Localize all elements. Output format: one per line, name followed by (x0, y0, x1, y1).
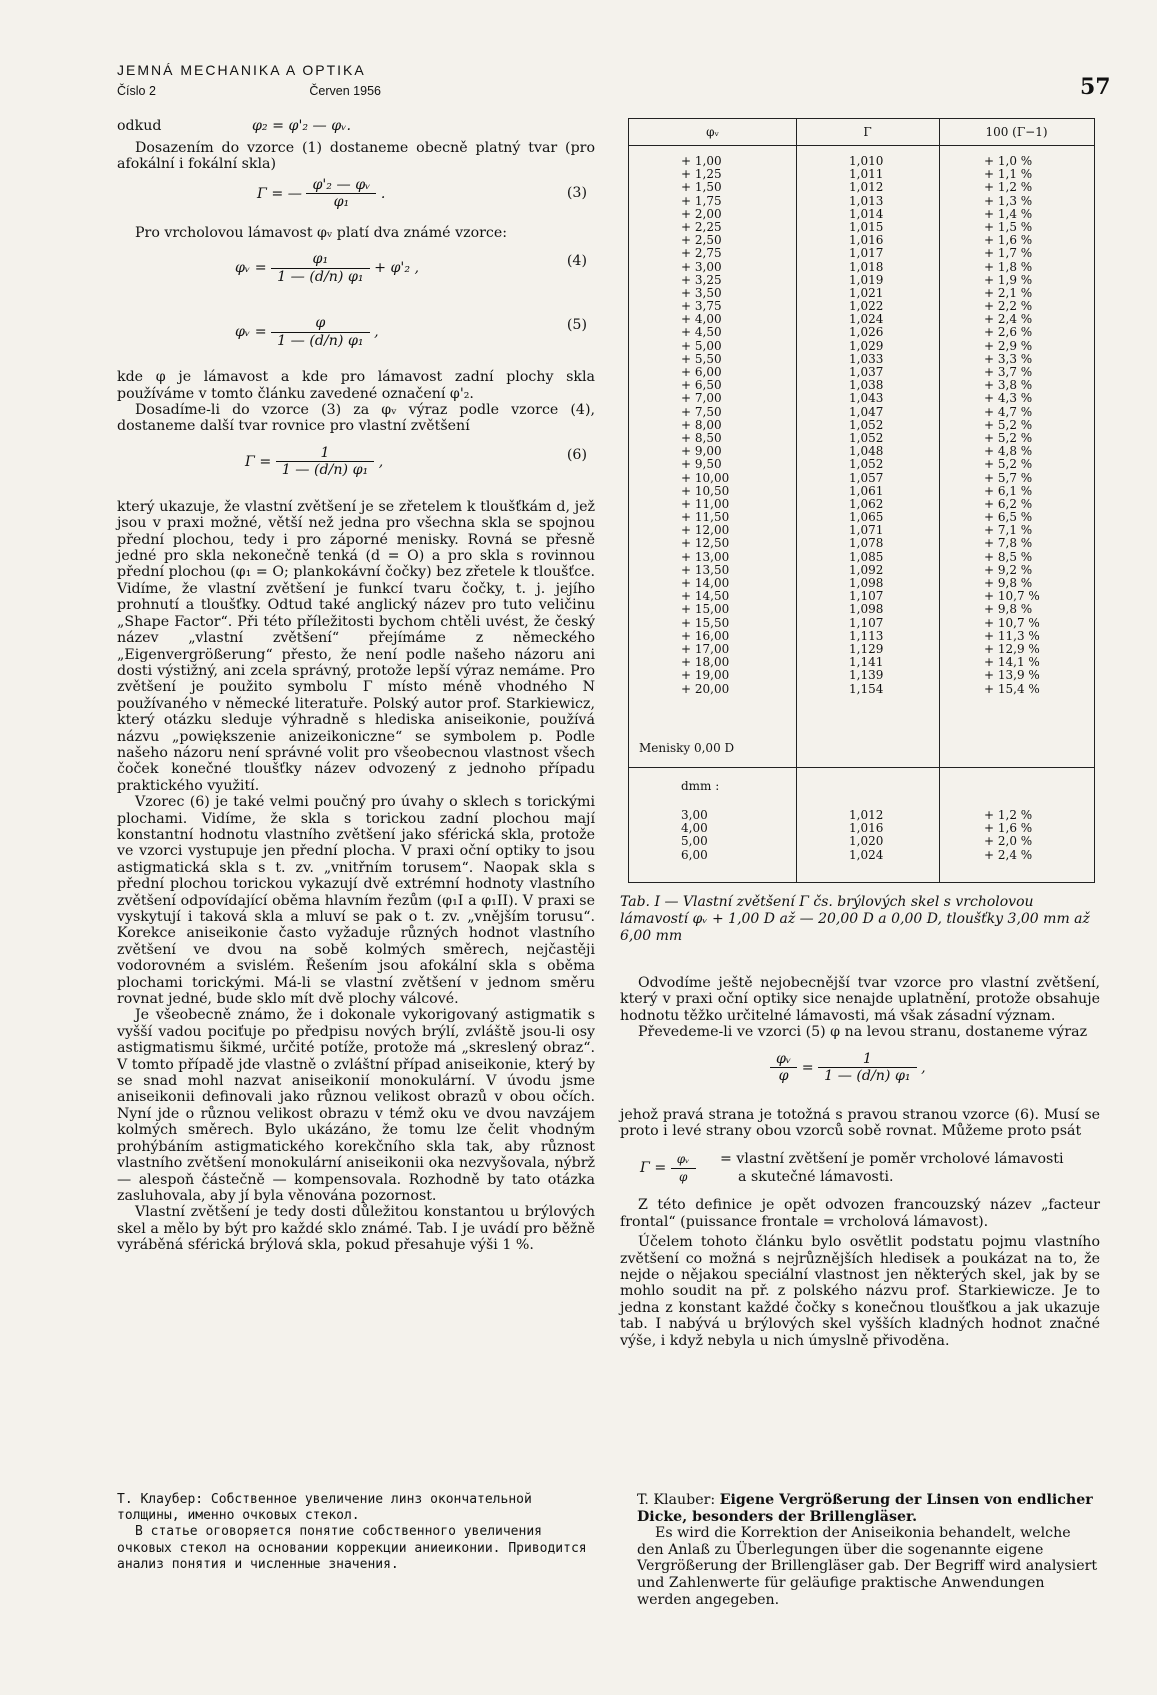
gamma-cell: 1,012 (849, 808, 884, 822)
eq3-numerator: φ'₂ — φᵥ (306, 177, 376, 194)
percent-cell: + 1,9 % (984, 272, 1033, 287)
percent-cell: + 13,9 % (984, 668, 1040, 683)
phi-cell: + 12,50 (681, 536, 730, 551)
percent-cell: + 2,4 % (984, 847, 1033, 862)
def-num: φᵥ (671, 1151, 696, 1168)
definition-line (620, 1147, 1100, 1191)
phi-cell: + 1,25 (681, 167, 722, 182)
eq4-rhs: + φ'₂ , (374, 260, 420, 277)
def-lhs: Γ = (640, 1160, 667, 1177)
table-row (629, 195, 1094, 208)
percent-cell: + 1,0 % (984, 154, 1033, 168)
gamma-cell: 1,092 (849, 562, 884, 577)
table-row (629, 247, 1094, 260)
def-fraction (671, 1151, 696, 1185)
eq5-rhs: , (374, 324, 379, 341)
phi-cell: + 2,75 (681, 246, 722, 261)
definition-formula (640, 1151, 696, 1185)
percent-cell: + 7,1 % (984, 523, 1033, 538)
percent-cell: + 3,7 % (984, 365, 1033, 379)
percent-cell: + 1,7 % (984, 246, 1033, 261)
percent-cell: + 3,8 % (984, 378, 1033, 393)
phi-cell: + 12,00 (681, 523, 730, 538)
gamma-cell: 1,024 (849, 312, 884, 327)
phi-cell: + 6,00 (681, 365, 722, 379)
phi-cell: + 16,00 (681, 628, 730, 643)
gamma-cell: 1,047 (849, 404, 884, 419)
menisky-label: Menisky 0,00 D (639, 741, 735, 755)
phi-cell: + 9,50 (681, 457, 722, 472)
gamma-cell: 1,107 (849, 589, 884, 604)
table-row (629, 472, 1094, 485)
table-row (629, 274, 1094, 287)
table-1 (628, 118, 1095, 883)
eq6-denominator: 1 — (d/n) φ₁ (281, 462, 369, 479)
phi-cell: + 18,00 (681, 655, 730, 670)
percent-cell: + 4,3 % (984, 391, 1033, 406)
gamma-cell: 1,016 (849, 821, 884, 836)
eq6-rhs: , (378, 453, 384, 470)
percent-cell: + 9,8 % (984, 576, 1033, 590)
phi-cell: + 10,50 (681, 483, 730, 498)
percent-cell: + 1,1 % (984, 167, 1033, 182)
phi-cell: + 9,00 (681, 444, 722, 459)
table-row (629, 392, 1094, 405)
paragraph: Převedeme-li ve vzorci (5) φ na levou stranu, dostaneme výraz (638, 1024, 1088, 1041)
table-row (629, 603, 1094, 616)
table-row (629, 406, 1094, 419)
phi-cell: + 1,75 (681, 193, 722, 208)
table-row (629, 849, 1094, 862)
gamma-cell: 1,020 (849, 834, 884, 849)
phi-cell: + 3,25 (681, 272, 722, 287)
percent-cell: + 8,5 % (984, 549, 1033, 564)
gamma-cell: 1,014 (849, 206, 884, 221)
paragraph: Odvodíme ještě nejobecnější tvar vzorce pro vlastní zvětšení, který v praxi oční optiky sice nenajde uplatnění, protože obsahuje hodnotu těžko určitelné lámavosti, má však zásadní význam. (620, 975, 1100, 1024)
phi-cell: + 20,00 (681, 681, 730, 696)
issue-number: Číslo 2 (117, 84, 156, 98)
paragraph: Účelem tohoto článku bylo osvětlit podstatu pojmu vlastního zvětšení co možná s nejrůznějších hledisek a poukázat na to, že nejde o nějakou speciální vlastnost jen některých skel, jak by se mohlo soudit na př. z polského názvu prof. Starkiewicze. Je to jedna z konstant každé čočky s konečnou tloušťkou a jak ukazuje tab. I nabývá u brýlových skel vyšších kladných hodnot značné výše, i když nebyla u nich úmyslně přivoděna. (620, 1234, 1100, 1349)
ratio-right-num: 1 (818, 1051, 916, 1068)
phi-cell: + 13,50 (681, 562, 730, 577)
table-caption: Tab. I — Vlastní zvětšení Γ čs. brýlových skel s vrcholovou lámavostí φᵥ + 1,00 D až — 20,00 D a 0,00 D, tloušťky 3,00 mm až 6,00 mm (620, 894, 1090, 944)
gamma-cell: 1,139 (849, 668, 884, 683)
paragraph: jehož pravá strana je totožná s pravou stranou vzorce (6). Musí se proto i levé strany obou vzorců sobě rovnat. Můžeme proto psát (620, 1106, 1100, 1140)
percent-cell: + 5,7 % (984, 470, 1033, 485)
percent-cell: + 3,3 % (984, 351, 1033, 366)
phi-cell: 5,00 (681, 834, 708, 849)
gamma-cell: 1,012 (849, 180, 884, 195)
eq3-lhs: Γ = — (257, 185, 302, 202)
eq3-label: (3) (566, 184, 587, 201)
odkud-equation: φ₂ = φ'₂ — φᵥ. (252, 118, 351, 134)
gamma-cell: 1,052 (849, 430, 884, 445)
percent-cell: + 1,8 % (984, 259, 1033, 274)
gamma-cell: 1,141 (849, 655, 884, 670)
paragraph: Vlastní zvětšení je tedy dosti důležitou konstantou u brýlových skel a mělo by být pro každé sklo známé. Tab. I je uvádí pro běžně vyráběná sférická brýlová skla, pokud přesahuje výši 1 %. (117, 1204, 595, 1254)
paragraph: kde φ je lámavost a kde pro lámavost zadní plochy skla používáme v tomto článku zavedené označení φ'₂. (117, 369, 595, 402)
phi-cell: + 7,50 (681, 404, 722, 419)
percent-cell: + 1,6 % (984, 821, 1033, 836)
header-percent: 100 (Γ−1) (985, 125, 1048, 139)
header-gamma: Γ (863, 125, 872, 139)
gamma-cell: 1,010 (849, 154, 884, 168)
gamma-cell: 1,013 (849, 193, 884, 208)
gamma-cell: 1,017 (849, 246, 884, 261)
ratio-right-den: 1 — (d/n) φ₁ (824, 1068, 911, 1085)
percent-cell: + 5,2 % (984, 457, 1033, 472)
gamma-cell: 1,015 (849, 219, 884, 234)
header-phi: φᵥ (706, 125, 719, 139)
gamma-cell: 1,016 (849, 233, 884, 248)
gamma-cell: 1,057 (849, 470, 884, 485)
phi-cell: + 4,00 (681, 312, 722, 327)
phi-cell: + 15,00 (681, 602, 730, 617)
eq5-denominator: 1 — (d/n) φ₁ (277, 332, 364, 349)
table-row (629, 340, 1094, 353)
eq5-lhs: φᵥ = (235, 324, 267, 341)
table-row (629, 617, 1094, 630)
eq4-lhs: φᵥ = (235, 260, 267, 277)
phi-cell: 3,00 (681, 808, 708, 822)
gamma-cell: 1,061 (849, 483, 884, 498)
odkud-line (117, 118, 595, 140)
gamma-cell: 1,129 (849, 641, 884, 656)
table-row (629, 261, 1094, 274)
paragraph: Dosazením do vzorce (1) dostaneme obecně platný tvar (pro afokální i fokální skla) (117, 140, 595, 173)
percent-cell: + 10,7 % (984, 615, 1040, 630)
gamma-cell: 1,078 (849, 536, 884, 551)
paragraph: Vzorec (6) je také velmi poučný pro úvahy o sklech s torickými plochami. Vidíme, že skla s torickou zadní plochou mají konstantní hodnotu vlastního zvětšení jako sférická skla, protože ve vzorci vystupuje jen přední plocha. V praxi oční optiky to jsou astigmatická skla s t. zv. „vnitřním torusem“. Naopak skla s přední plochou torickou vykazují dvě extrémní hodnoty vlastního zvětšení odpovídající oběma hlavním řezům (φ₁I a φ₁II). V praxi se vyskytují i taková skla a mluví se pak o t. zv. „vnějším torusu“. Korekce aniseikonie často vyžaduje různých hodnot vlastního zvětšení ve dvou na sobě kolmých směrech, nejčastěji vodorovném a svislém. Řešením jsou afokální skla s oběma plochami torickými. Má-li se vlastní zvětšení v jednom směru rovnat jedné, bude sklo mít dvě plochy válcové. (117, 794, 595, 1008)
gamma-cell: 1,019 (849, 272, 884, 287)
phi-cell: + 11,50 (681, 510, 730, 525)
percent-cell: + 2,0 % (984, 834, 1033, 849)
dmm-label: dmm : (681, 779, 720, 793)
table-row (629, 537, 1094, 550)
table-row (629, 551, 1094, 564)
thickness-rows (629, 809, 1094, 862)
phi-cell: + 2,50 (681, 233, 722, 248)
percent-cell: + 1,3 % (984, 193, 1033, 208)
percent-cell: + 6,5 % (984, 510, 1033, 525)
percent-cell: + 4,8 % (984, 444, 1033, 459)
ratio-left-fraction (770, 1051, 797, 1085)
phi-cell: 4,00 (681, 821, 708, 836)
paragraph: Z této definice je opět odvozen francouzský název „facteur frontal“ (puissance frontale = vrcholová lámavost). (620, 1197, 1100, 1230)
gamma-cell: 1,098 (849, 602, 884, 617)
equation-4 (117, 241, 595, 305)
table-row (629, 458, 1094, 471)
equation-5 (117, 305, 595, 369)
table-row (629, 208, 1094, 221)
eq4-denominator: 1 — (d/n) φ₁ (277, 268, 364, 285)
eq5-fraction (271, 315, 369, 349)
paragraph: Je všeobecně známo, že i dokonale vykorigovaný astigmatik s vyšší vadou pociťuje po předpisu nových brýlí, zvláště jsou-li osy astigmatismu šikmé, určité potíže, protože má „skreslený obraz“. V tomto případě jde vlastně o zvláštní případ aniseikonie, který by se snad mohl nazvat aniseikonií monokulární. V úvodu jsme aniseikonii definovali jako různou velikost obrazů v obou očích. Nyní jde o různou velikost obrazu v témž oku ve dvou navzájem kolmých směrech. Bylo ukázáno, že tomu lze čelit vhodným prohýbáním astigmatického korekčního skla tak, aby různost vlastního zvětšení monokulární aniseikonii oka nezvyšovala, nýbrž — alespoň částečně — kompensovala. Rozhodně by tato otázka zasluhovala, aby jí byla věnována pozornost. (117, 1007, 595, 1204)
table-body (629, 155, 1094, 696)
table-row (629, 835, 1094, 848)
percent-cell: + 1,2 % (984, 180, 1033, 195)
gamma-cell: 1,029 (849, 338, 884, 353)
eq4-fraction (271, 251, 369, 285)
phi-cell: + 3,50 (681, 285, 722, 300)
table-row (629, 485, 1094, 498)
eq4-label: (4) (566, 253, 587, 270)
phi-cell: + 8,00 (681, 417, 722, 432)
paragraph: Pro vrcholovou lámavost φᵥ platí dva známé vzorce: (135, 224, 508, 241)
gamma-cell: 1,065 (849, 510, 884, 525)
gamma-cell: 1,062 (849, 496, 884, 511)
percent-cell: + 2,1 % (984, 285, 1033, 300)
left-column (117, 118, 595, 1254)
summary-ru-title: Т. Клаубер: Собственное увеличение линз окончательной толщины, именно очковых стекол. (117, 1492, 532, 1524)
journal-title: JEMNÁ MECHANIKA A OPTIKA (117, 62, 366, 78)
table-row (629, 669, 1094, 682)
eq6-fraction (276, 445, 374, 479)
phi-cell: + 5,50 (681, 351, 722, 366)
phi-cell: + 10,00 (681, 470, 730, 485)
def-text-2: a skutečné lámavosti. (738, 1169, 894, 1186)
percent-cell: + 1,4 % (984, 206, 1033, 221)
gamma-cell: 1,048 (849, 444, 884, 459)
percent-cell: + 15,4 % (984, 681, 1040, 696)
ratio-left-den: φ (778, 1068, 789, 1085)
eq6-numerator: 1 (276, 445, 374, 462)
gamma-cell: 1,098 (849, 576, 884, 590)
percent-cell: + 9,8 % (984, 602, 1033, 617)
gamma-cell: 1,024 (849, 847, 884, 862)
section-divider (629, 767, 1094, 768)
gamma-cell: 1,154 (849, 681, 884, 696)
phi-cell: + 2,25 (681, 219, 722, 234)
table-row (629, 181, 1094, 194)
gamma-cell: 1,052 (849, 417, 884, 432)
paragraph: který ukazuje, že vlastní zvětšení je se zřetelem k tloušťkám d, jež jsou v praxi možné, větší než jedna pro všechna skla se spojnou přední plochou, tedy i pro záporné menisky. Rovná se přesně jedné pro skla nekonečně tenká (d = O) a pro skla s rovinnou přední plochou (φ₁ = O; plankokávní čočky) bez zřetele k tloušťce. Vidíme, že vlastní zvětšení je funkcí tvaru čočky, t. j. jejího prohnutí a tloušťky. Odtud také anglický název pro tuto veličinu „Shape Factor“. Při této příležitosti bychom chtěli uvést, že český název „vlastní zvětšení“ přejímáme z německého „Eigenvergrößerung“ přesto, že není podle našeho názoru ani dosti výstižný, ani zcela správný, protože lepší výraz nemáme. Pro zvětšení je použito symbolu Γ místo méně vhodného N používaného v německé literatuře. Polský autor prof. Starkiewicz, který otázku sleduje výhradně s hlediska aniseikonie, používá názvu „powiększenie anizeikoniczne“ se symbolem p. Podle našeho názoru není správné volit pro všeobecnou vlastnost všech čoček konečné tloušťky název odvozený z jednoho případu praktického využití. (117, 498, 595, 794)
summary-de-author: T. Klauber: (637, 1492, 716, 1508)
percent-cell: + 2,2 % (984, 299, 1033, 314)
percent-cell: + 14,1 % (984, 655, 1040, 670)
eq3-denominator: φ₁ (333, 194, 350, 211)
percent-cell: + 10,7 % (984, 589, 1040, 604)
phi-cell: + 6,50 (681, 378, 722, 393)
gamma-cell: 1,052 (849, 457, 884, 472)
gamma-cell: 1,085 (849, 549, 884, 564)
phi-cell: + 13,00 (681, 549, 730, 564)
percent-cell: + 1,6 % (984, 233, 1033, 248)
phi-cell: + 1,00 (681, 154, 722, 168)
ratio-equals: = (801, 1059, 814, 1076)
phi-cell: + 3,00 (681, 259, 722, 274)
eq5-numerator: φ (271, 315, 369, 332)
phi-cell: + 15,50 (681, 615, 730, 630)
percent-cell: + 11,3 % (984, 628, 1040, 643)
phi-cell: + 14,00 (681, 576, 730, 590)
gamma-cell: 1,038 (849, 378, 884, 393)
gamma-cell: 1,107 (849, 615, 884, 630)
table-row (629, 326, 1094, 339)
def-den: φ (679, 1169, 688, 1184)
summary-de-heading (637, 1492, 1100, 1525)
table-row (629, 419, 1094, 432)
percent-cell: + 4,7 % (984, 404, 1033, 419)
phi-cell: + 11,00 (681, 496, 730, 511)
paragraph: Dosadíme-li do vzorce (3) za φᵥ výraz podle vzorce (4), dostaneme další tvar rovnice pro vlastní zvětšení (117, 402, 595, 435)
summary-russian (117, 1492, 595, 1573)
gamma-cell: 1,011 (849, 167, 884, 182)
percent-cell: + 7,8 % (984, 536, 1033, 551)
issue-date: Červen 1956 (309, 84, 381, 98)
equation-6 (117, 435, 595, 499)
gamma-cell: 1,033 (849, 351, 884, 366)
phi-cell: + 7,00 (681, 391, 722, 406)
phi-cell: + 1,50 (681, 180, 722, 195)
percent-cell: + 9,2 % (984, 562, 1033, 577)
phi-cell: + 14,50 (681, 589, 730, 604)
ratio-end: , (921, 1059, 926, 1076)
percent-cell: + 5,2 % (984, 417, 1033, 432)
phi-cell: + 3,75 (681, 299, 722, 314)
equation-ratio (620, 1041, 1100, 1107)
eq5-label: (5) (566, 317, 587, 334)
eq4-numerator: φ₁ (271, 251, 369, 268)
phi-cell: 6,00 (681, 847, 708, 862)
phi-cell: + 4,50 (681, 325, 722, 340)
gamma-cell: 1,037 (849, 365, 884, 379)
eq6-label: (6) (566, 446, 587, 463)
percent-cell: + 1,5 % (984, 219, 1033, 234)
summary-de-title: Eigene Vergrößerung der Linsen von endlicher Dicke, besonders der Brillengläser. (637, 1492, 1093, 1525)
summary-de-text: Es wird die Korrektion der Aniseikonia behandelt, welche den Anlaß zu Überlegungen über die sogenannte eigene Vergrößerung der Brillengläser gab. Der Begriff wird analysiert und Zahlenwerte für geläufige praktische Anwendungen werden angegeben. (637, 1525, 1098, 1608)
phi-cell: + 2,00 (681, 206, 722, 221)
phi-cell: + 5,00 (681, 338, 722, 353)
gamma-cell: 1,018 (849, 259, 884, 274)
table-row (629, 683, 1094, 696)
percent-cell: + 2,9 % (984, 338, 1033, 353)
percent-cell: + 6,1 % (984, 483, 1033, 498)
phi-cell: + 19,00 (681, 668, 730, 683)
right-column (620, 975, 1100, 1349)
percent-cell: + 12,9 % (984, 641, 1040, 656)
phi-cell: + 17,00 (681, 641, 730, 656)
odkud-word: odkud (117, 118, 162, 134)
ratio-left-num: φᵥ (770, 1051, 797, 1068)
gamma-cell: 1,022 (849, 299, 884, 314)
page-number: 57 (1080, 74, 1111, 100)
equation-3: Γ = — $\frac{\text{φ'₂ — φᵥ}}{\text{φ₁}}$ . (3) (257, 176, 587, 211)
phi-cell: + 8,50 (681, 430, 722, 445)
summary-ru-text: В статье оговоряется понятие собственного увеличения очковых стекол на основании коррекции аниеиконии. Приводится анализ понятия и численные значения. (117, 1524, 587, 1572)
eq3-fraction (306, 177, 376, 211)
gamma-cell: 1,071 (849, 523, 884, 538)
ratio-right-fraction (818, 1051, 916, 1085)
gamma-cell: 1,026 (849, 325, 884, 340)
gamma-cell: 1,043 (849, 391, 884, 406)
percent-cell: + 6,2 % (984, 496, 1033, 511)
percent-cell: + 2,4 % (984, 312, 1033, 327)
issue-line (117, 84, 381, 98)
summary-german (637, 1492, 1100, 1608)
percent-cell: + 2,6 % (984, 325, 1033, 340)
eq6-lhs: Γ = (245, 453, 272, 470)
gamma-cell: 1,021 (849, 285, 884, 300)
percent-cell: + 1,2 % (984, 808, 1033, 822)
table-row (629, 630, 1094, 643)
gamma-cell: 1,113 (849, 628, 884, 643)
header-divider (629, 145, 1094, 146)
def-text-1: = vlastní zvětšení je poměr vrcholové lámavosti (720, 1151, 1064, 1168)
percent-cell: + 5,2 % (984, 430, 1033, 445)
